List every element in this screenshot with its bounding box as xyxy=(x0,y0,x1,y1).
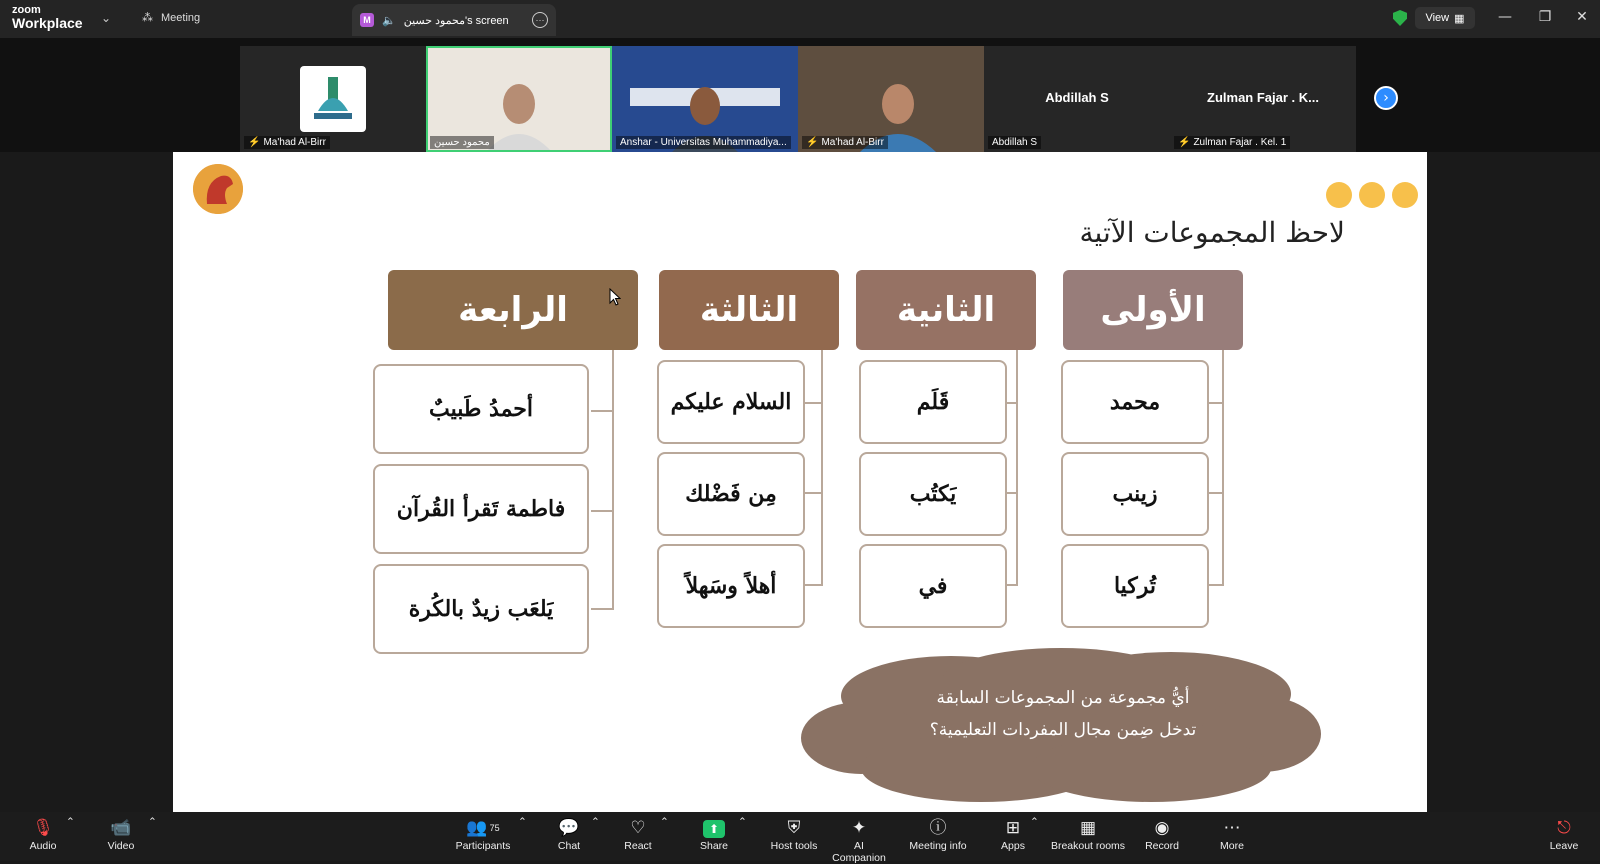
participant-name: محمود حسين xyxy=(430,136,494,149)
mahad-logo xyxy=(300,66,366,132)
participant-tile[interactable] xyxy=(1170,46,1356,152)
participant-tile[interactable] xyxy=(984,46,1170,152)
shield-icon: ⛨ xyxy=(787,818,801,837)
more-label: More xyxy=(1220,840,1244,852)
decor-dot xyxy=(1392,182,1418,208)
participants-count: 75 xyxy=(489,823,500,833)
restore-icon[interactable]: ❐ xyxy=(1538,9,1552,25)
react-label: React xyxy=(624,840,652,852)
participant-display-name: Abdillah S xyxy=(1045,90,1109,105)
view-label: View xyxy=(1425,12,1450,24)
video-label: Video xyxy=(107,840,135,852)
group-item: محمد xyxy=(1061,360,1209,444)
react-button[interactable] xyxy=(620,816,656,852)
participant-name: Anshar - Universitas Muhammadiya... xyxy=(616,136,791,149)
leave-icon: ⎋ xyxy=(1557,818,1571,837)
group-item: أحمدُ طَبيبٌ xyxy=(373,364,589,454)
heart-icon: ♡ xyxy=(630,818,646,837)
brand-small: zoom xyxy=(12,4,41,16)
participant-tile[interactable] xyxy=(798,46,984,152)
record-label: Record xyxy=(1145,840,1179,852)
apps-icon: ⊞ xyxy=(1005,818,1021,837)
tab-meeting[interactable] xyxy=(142,11,200,24)
participants-icon: 👥 xyxy=(466,818,488,837)
next-page-button[interactable] xyxy=(1374,86,1398,110)
share-screen-icon: ⬆ xyxy=(703,820,725,838)
group-header-fourth: الرابعة xyxy=(388,270,638,350)
more-icon: ⋯ xyxy=(1223,818,1241,837)
meeting-toolbar xyxy=(0,812,1600,864)
chevron-up-icon[interactable]: ⌃ xyxy=(66,816,75,828)
shared-slide xyxy=(173,152,1427,812)
record-button[interactable] xyxy=(1144,816,1180,852)
participant-strip xyxy=(0,38,1600,152)
chevron-down-icon[interactable]: ⌄ xyxy=(101,11,112,25)
speaker-icon: 🔈 xyxy=(382,14,396,27)
brand-name: Workplace xyxy=(12,15,83,31)
connector xyxy=(612,350,614,610)
chevron-right-icon: › xyxy=(1383,90,1389,106)
close-icon[interactable]: ✕ xyxy=(1576,9,1588,25)
audio-button[interactable] xyxy=(26,816,60,852)
more-options-icon[interactable]: ⋯ xyxy=(532,12,548,28)
chevron-up-icon[interactable]: ⌃ xyxy=(148,816,157,828)
chat-label: Chat xyxy=(557,840,581,852)
more-button[interactable] xyxy=(1218,816,1246,852)
chevron-up-icon[interactable]: ⌃ xyxy=(1030,816,1039,828)
connector xyxy=(591,608,614,610)
participants-label: Participants xyxy=(455,840,511,852)
participant-tile[interactable] xyxy=(240,46,426,152)
mic-off-icon: ⚡ xyxy=(248,137,261,148)
group-item: زينب xyxy=(1061,452,1209,536)
host-tools-button[interactable] xyxy=(762,816,826,852)
group-item: في xyxy=(859,544,1007,628)
audio-label: Audio xyxy=(29,840,57,852)
host-tools-label: Host tools xyxy=(770,840,818,852)
mouse-cursor-icon xyxy=(609,288,621,306)
question-line-1: أيُّ مجموعة من المجموعات السابقة xyxy=(936,688,1190,708)
title-bar xyxy=(0,0,1600,38)
apps-button[interactable] xyxy=(998,816,1028,852)
group-item: قَلَم xyxy=(859,360,1007,444)
decor-dot xyxy=(1359,182,1385,208)
mic-off-icon: ⚡ xyxy=(806,137,819,148)
share-button[interactable] xyxy=(696,816,732,852)
mic-off-icon: ⚡ xyxy=(1178,137,1191,148)
sparkle-icon: ✦ xyxy=(851,818,867,837)
decor-dot xyxy=(1326,182,1352,208)
connector xyxy=(805,492,823,494)
group-item: السلام عليكم xyxy=(657,360,805,444)
screen-tab-label: محمود حسين's screen xyxy=(403,14,509,27)
grid-icon: ▦ xyxy=(1454,12,1465,25)
participant-name: Ma'had Al-Birr xyxy=(263,137,326,148)
participants-button[interactable] xyxy=(448,816,518,852)
connector xyxy=(821,350,823,586)
participant-display-name: Zulman Fajar . K... xyxy=(1207,90,1319,105)
apps-label: Apps xyxy=(1001,840,1025,852)
chevron-up-icon[interactable]: ⌃ xyxy=(660,816,669,828)
zoom-logo xyxy=(12,5,83,30)
chevron-up-icon[interactable]: ⌃ xyxy=(738,816,747,828)
group-header-second: الثانية xyxy=(856,270,1036,350)
group-item: يَلعَب زيدٌ بالكُرة xyxy=(373,564,589,654)
horse-logo-icon xyxy=(193,164,243,214)
record-icon: ◉ xyxy=(1154,818,1170,837)
connector xyxy=(1016,350,1018,586)
video-button[interactable] xyxy=(104,816,138,852)
group-item: فاطمة تَقرأ القُرآن xyxy=(373,464,589,554)
user-badge: M xyxy=(360,13,374,27)
meeting-info-label: Meeting info xyxy=(909,840,967,852)
mic-muted-icon: 🎙 xyxy=(32,818,54,837)
group-header-first: الأولى xyxy=(1063,270,1243,350)
video-off-icon: 📹 xyxy=(110,818,132,837)
chat-button[interactable] xyxy=(552,816,586,852)
group-item: يَكتُب xyxy=(859,452,1007,536)
connector xyxy=(1222,350,1224,586)
breakout-rooms-icon: ▦ xyxy=(1079,818,1097,837)
slide-title: لاحظ المجموعات الآتية xyxy=(1079,216,1345,249)
participant-name: Abdillah S xyxy=(988,136,1041,149)
chevron-up-icon[interactable]: ⌃ xyxy=(591,816,600,828)
participant-name: Ma'had Al-Birr xyxy=(821,137,884,148)
participant-tile-active-speaker[interactable] xyxy=(426,46,612,152)
chat-icon: 💬 xyxy=(558,818,580,837)
connector xyxy=(591,510,614,512)
minimize-icon[interactable]: — xyxy=(1498,9,1512,25)
question-text xyxy=(863,682,1263,746)
group-item: أهلاً وسَهلاً xyxy=(657,544,805,628)
meeting-info-button[interactable] xyxy=(908,816,968,852)
group-item: تُركيا xyxy=(1061,544,1209,628)
share-label: Share xyxy=(699,840,729,852)
info-icon: ⓘ xyxy=(929,818,947,837)
group-header-third: الثالثة xyxy=(659,270,839,350)
participant-tile[interactable] xyxy=(612,46,798,152)
meeting-tab-label: Meeting xyxy=(161,11,201,24)
participants-icon: ⁂ xyxy=(142,12,153,24)
leave-button[interactable] xyxy=(1548,816,1580,852)
view-button[interactable] xyxy=(1415,7,1475,29)
tab-shared-screen[interactable] xyxy=(352,4,556,36)
leave-label: Leave xyxy=(1549,840,1579,852)
breakout-rooms-button[interactable] xyxy=(1050,816,1126,852)
participant-name: Zulman Fajar . Kel. 1 xyxy=(1193,137,1287,148)
chevron-up-icon[interactable]: ⌃ xyxy=(518,816,527,828)
connector xyxy=(805,402,823,404)
connector xyxy=(805,584,823,586)
question-line-2: تدخل ضِمن مجال المفردات التعليمية؟ xyxy=(929,720,1197,740)
security-shield-icon[interactable] xyxy=(1393,10,1407,26)
breakout-label: Breakout rooms xyxy=(1050,840,1126,852)
ai-companion-label: AI Companion xyxy=(832,840,886,864)
ai-companion-button[interactable] xyxy=(826,816,892,864)
group-item: مِن فَضْلك xyxy=(657,452,805,536)
connector xyxy=(591,410,614,412)
